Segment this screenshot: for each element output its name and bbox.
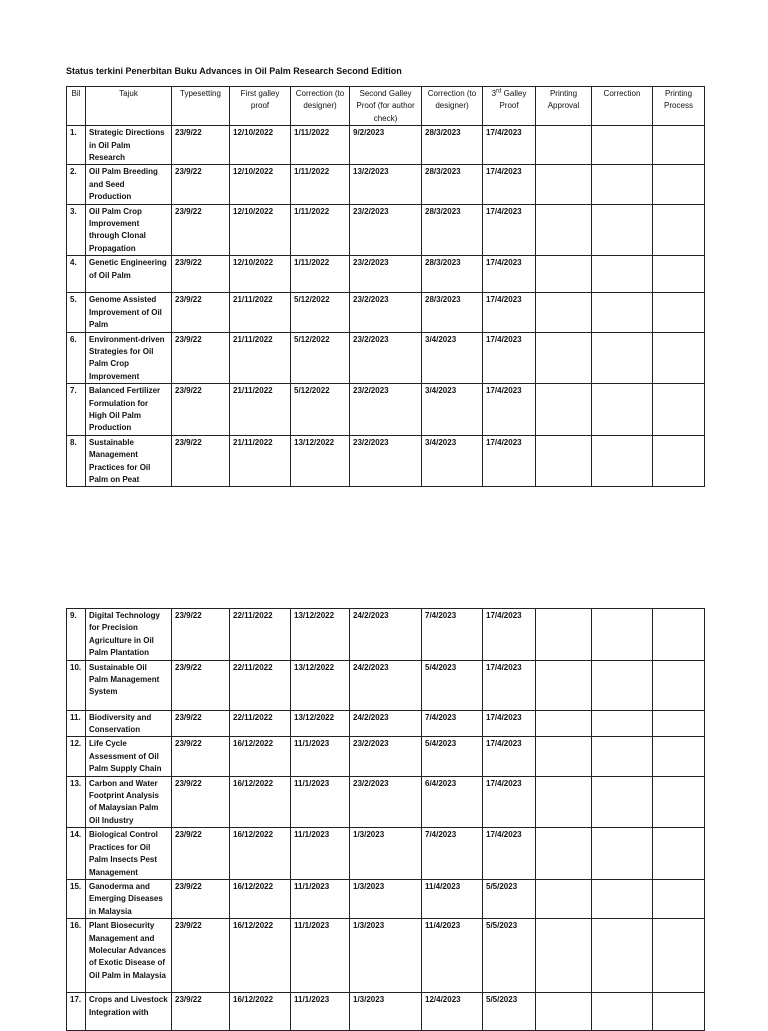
cell-printing-process bbox=[653, 204, 705, 256]
cell-typesetting: 23/9/22 bbox=[172, 204, 230, 256]
cell-correction-2: 7/4/2023 bbox=[422, 710, 483, 737]
cell-printing-process bbox=[653, 828, 705, 880]
table-row bbox=[67, 828, 705, 880]
cell-tajuk: Oil Palm Breeding and Seed Production bbox=[86, 165, 172, 204]
cell-bil: 12. bbox=[67, 737, 86, 776]
cell-second-galley: 23/2/2023 bbox=[350, 293, 422, 332]
cell-correction-1: 5/12/2022 bbox=[291, 384, 350, 436]
cell-first-galley: 22/11/2022 bbox=[230, 710, 291, 737]
cell-correction-3 bbox=[592, 609, 653, 661]
cell-second-galley: 24/2/2023 bbox=[350, 609, 422, 661]
cell-printing-process bbox=[653, 660, 705, 710]
cell-second-galley: 23/2/2023 bbox=[350, 256, 422, 293]
cell-correction-3 bbox=[592, 660, 653, 710]
cell-printing-approval bbox=[536, 993, 592, 1031]
cell-printing-process bbox=[653, 293, 705, 332]
cell-third-galley: 17/4/2023 bbox=[483, 293, 536, 332]
cell-bil: 14. bbox=[67, 828, 86, 880]
cell-correction-3 bbox=[592, 293, 653, 332]
cell-printing-approval bbox=[536, 737, 592, 776]
table-row bbox=[67, 609, 705, 661]
cell-correction-2: 7/4/2023 bbox=[422, 609, 483, 661]
cell-correction-2: 11/4/2023 bbox=[422, 919, 483, 993]
cell-first-galley: 16/12/2022 bbox=[230, 737, 291, 776]
cell-first-galley: 21/11/2022 bbox=[230, 435, 291, 487]
cell-correction-2: 12/4/2023 bbox=[422, 993, 483, 1031]
cell-second-galley: 23/2/2023 bbox=[350, 204, 422, 256]
table-row bbox=[67, 879, 705, 918]
cell-bil: 10. bbox=[67, 660, 86, 710]
cell-third-galley: 17/4/2023 bbox=[483, 204, 536, 256]
cell-first-galley: 16/12/2022 bbox=[230, 776, 291, 828]
cell-third-galley: 5/5/2023 bbox=[483, 879, 536, 918]
cell-correction-2: 11/4/2023 bbox=[422, 879, 483, 918]
cell-second-galley: 23/2/2023 bbox=[350, 384, 422, 436]
cell-printing-approval bbox=[536, 879, 592, 918]
cell-typesetting: 23/9/22 bbox=[172, 435, 230, 487]
cell-bil: 8. bbox=[67, 435, 86, 487]
cell-tajuk: Life Cycle Assessment of Oil Palm Supply Chain bbox=[86, 737, 172, 776]
cell-bil: 3. bbox=[67, 204, 86, 256]
cell-tajuk: Balanced Fertilizer Formulation for High Oil Palm Production bbox=[86, 384, 172, 436]
cell-printing-process bbox=[653, 165, 705, 204]
table-row bbox=[67, 332, 705, 384]
cell-third-galley: 17/4/2023 bbox=[483, 435, 536, 487]
cell-first-galley: 12/10/2022 bbox=[230, 126, 291, 165]
cell-tajuk: Biodiversity and Conservation bbox=[86, 710, 172, 737]
table-row bbox=[67, 256, 705, 293]
cell-correction-1: 5/12/2022 bbox=[291, 293, 350, 332]
cell-bil: 17. bbox=[67, 993, 86, 1031]
cell-bil: 7. bbox=[67, 384, 86, 436]
cell-correction-2: 28/3/2023 bbox=[422, 256, 483, 293]
cell-correction-3 bbox=[592, 256, 653, 293]
cell-bil: 4. bbox=[67, 256, 86, 293]
cell-bil: 9. bbox=[67, 609, 86, 661]
cell-typesetting: 23/9/22 bbox=[172, 384, 230, 436]
cell-printing-approval bbox=[536, 828, 592, 880]
cell-correction-1: 13/12/2022 bbox=[291, 609, 350, 661]
cell-third-galley: 17/4/2023 bbox=[483, 776, 536, 828]
cell-tajuk: Sustainable Oil Palm Management System bbox=[86, 660, 172, 710]
cell-first-galley: 22/11/2022 bbox=[230, 609, 291, 661]
cell-correction-2: 28/3/2023 bbox=[422, 165, 483, 204]
table-row bbox=[67, 165, 705, 204]
cell-tajuk: Genetic Engineering of Oil Palm bbox=[86, 256, 172, 293]
cell-typesetting: 23/9/22 bbox=[172, 660, 230, 710]
cell-tajuk: Biological Control Practices for Oil Palm Insects Pest Management bbox=[86, 828, 172, 880]
cell-tajuk: Genome Assisted Improvement of Oil Palm bbox=[86, 293, 172, 332]
cell-correction-1: 1/11/2022 bbox=[291, 256, 350, 293]
cell-printing-approval bbox=[536, 710, 592, 737]
header-first-galley: First galley proof bbox=[230, 87, 291, 126]
cell-printing-approval bbox=[536, 660, 592, 710]
cell-tajuk: Oil Palm Crop Improvement through Clonal Propagation bbox=[86, 204, 172, 256]
cell-correction-2: 7/4/2023 bbox=[422, 828, 483, 880]
cell-correction-2: 5/4/2023 bbox=[422, 660, 483, 710]
cell-third-galley: 17/4/2023 bbox=[483, 256, 536, 293]
cell-bil: 6. bbox=[67, 332, 86, 384]
cell-correction-3 bbox=[592, 828, 653, 880]
cell-bil: 13. bbox=[67, 776, 86, 828]
table-row bbox=[67, 435, 705, 487]
cell-third-galley: 17/4/2023 bbox=[483, 609, 536, 661]
table-row bbox=[67, 993, 705, 1031]
cell-printing-approval bbox=[536, 776, 592, 828]
cell-printing-approval bbox=[536, 919, 592, 993]
cell-printing-process bbox=[653, 776, 705, 828]
cell-second-galley: 23/2/2023 bbox=[350, 435, 422, 487]
table-row bbox=[67, 293, 705, 332]
table-row bbox=[67, 737, 705, 776]
cell-correction-1: 11/1/2023 bbox=[291, 879, 350, 918]
cell-printing-approval bbox=[536, 384, 592, 436]
cell-correction-3 bbox=[592, 776, 653, 828]
cell-correction-2: 3/4/2023 bbox=[422, 435, 483, 487]
cell-second-galley: 1/3/2023 bbox=[350, 993, 422, 1031]
table-body-part1 bbox=[67, 126, 705, 487]
cell-tajuk: Digital Technology for Precision Agriculture in Oil Palm Plantation bbox=[86, 609, 172, 661]
cell-first-galley: 16/12/2022 bbox=[230, 919, 291, 993]
cell-first-galley: 12/10/2022 bbox=[230, 165, 291, 204]
cell-typesetting: 23/9/22 bbox=[172, 776, 230, 828]
header-correction-2: Correction (to designer) bbox=[422, 87, 483, 126]
header-tajuk: Tajuk bbox=[86, 87, 172, 126]
document-title: Status terkini Penerbitan Buku Advances in Oil Palm Research Second Edition bbox=[66, 66, 402, 76]
cell-correction-2: 28/3/2023 bbox=[422, 126, 483, 165]
cell-printing-process bbox=[653, 993, 705, 1031]
table-header-row bbox=[67, 87, 705, 126]
cell-second-galley: 23/2/2023 bbox=[350, 737, 422, 776]
cell-correction-2: 3/4/2023 bbox=[422, 332, 483, 384]
cell-third-galley: 17/4/2023 bbox=[483, 660, 536, 710]
cell-typesetting: 23/9/22 bbox=[172, 710, 230, 737]
cell-printing-approval bbox=[536, 435, 592, 487]
cell-third-galley: 17/4/2023 bbox=[483, 384, 536, 436]
header-third-galley: 3rd Galley Proof bbox=[483, 87, 536, 126]
cell-first-galley: 12/10/2022 bbox=[230, 256, 291, 293]
cell-correction-2: 6/4/2023 bbox=[422, 776, 483, 828]
cell-tajuk: Carbon and Water Footprint Analysis of Malaysian Palm Oil Industry bbox=[86, 776, 172, 828]
header-bil: Bil bbox=[67, 87, 86, 126]
cell-correction-1: 11/1/2023 bbox=[291, 737, 350, 776]
cell-bil: 1. bbox=[67, 126, 86, 165]
cell-correction-3 bbox=[592, 332, 653, 384]
cell-correction-1: 11/1/2023 bbox=[291, 828, 350, 880]
cell-typesetting: 23/9/22 bbox=[172, 256, 230, 293]
cell-typesetting: 23/9/22 bbox=[172, 293, 230, 332]
cell-first-galley: 21/11/2022 bbox=[230, 384, 291, 436]
cell-bil: 2. bbox=[67, 165, 86, 204]
table-row bbox=[67, 204, 705, 256]
cell-second-galley: 1/3/2023 bbox=[350, 919, 422, 993]
cell-third-galley: 17/4/2023 bbox=[483, 737, 536, 776]
cell-first-galley: 22/11/2022 bbox=[230, 660, 291, 710]
cell-typesetting: 23/9/22 bbox=[172, 919, 230, 993]
table-body-part2 bbox=[67, 609, 705, 1031]
cell-correction-1: 5/12/2022 bbox=[291, 332, 350, 384]
cell-second-galley: 23/2/2023 bbox=[350, 776, 422, 828]
cell-second-galley: 24/2/2023 bbox=[350, 710, 422, 737]
cell-third-galley: 17/4/2023 bbox=[483, 828, 536, 880]
cell-correction-3 bbox=[592, 204, 653, 256]
cell-printing-process bbox=[653, 256, 705, 293]
cell-correction-3 bbox=[592, 435, 653, 487]
cell-tajuk: Sustainable Management Practices for Oil Palm on Peat bbox=[86, 435, 172, 487]
status-table-part1 bbox=[66, 86, 705, 487]
cell-first-galley: 16/12/2022 bbox=[230, 828, 291, 880]
table-row bbox=[67, 660, 705, 710]
cell-third-galley: 17/4/2023 bbox=[483, 165, 536, 204]
cell-first-galley: 12/10/2022 bbox=[230, 204, 291, 256]
cell-third-galley: 17/4/2023 bbox=[483, 332, 536, 384]
cell-typesetting: 23/9/22 bbox=[172, 993, 230, 1031]
cell-correction-3 bbox=[592, 384, 653, 436]
cell-printing-approval bbox=[536, 165, 592, 204]
cell-correction-3 bbox=[592, 737, 653, 776]
cell-correction-1: 11/1/2023 bbox=[291, 993, 350, 1031]
cell-bil: 11. bbox=[67, 710, 86, 737]
cell-printing-process bbox=[653, 919, 705, 993]
cell-printing-approval bbox=[536, 256, 592, 293]
cell-bil: 5. bbox=[67, 293, 86, 332]
table-row bbox=[67, 710, 705, 737]
cell-typesetting: 23/9/22 bbox=[172, 879, 230, 918]
cell-correction-3 bbox=[592, 993, 653, 1031]
table-row bbox=[67, 776, 705, 828]
cell-typesetting: 23/9/22 bbox=[172, 165, 230, 204]
cell-bil: 16. bbox=[67, 919, 86, 993]
cell-third-galley: 5/5/2023 bbox=[483, 993, 536, 1031]
cell-printing-approval bbox=[536, 609, 592, 661]
cell-first-galley: 16/12/2022 bbox=[230, 879, 291, 918]
cell-printing-approval bbox=[536, 204, 592, 256]
cell-printing-process bbox=[653, 737, 705, 776]
cell-correction-1: 11/1/2023 bbox=[291, 776, 350, 828]
cell-first-galley: 21/11/2022 bbox=[230, 293, 291, 332]
cell-tajuk: Strategic Directions in Oil Palm Research bbox=[86, 126, 172, 165]
cell-printing-process bbox=[653, 710, 705, 737]
status-table-part2 bbox=[66, 608, 705, 1031]
cell-printing-process bbox=[653, 879, 705, 918]
cell-printing-approval bbox=[536, 332, 592, 384]
cell-typesetting: 23/9/22 bbox=[172, 126, 230, 165]
cell-second-galley: 23/2/2023 bbox=[350, 332, 422, 384]
cell-typesetting: 23/9/22 bbox=[172, 609, 230, 661]
cell-correction-3 bbox=[592, 710, 653, 737]
header-correction-1: Correction (to designer) bbox=[291, 87, 350, 126]
cell-second-galley: 1/3/2023 bbox=[350, 828, 422, 880]
header-printing-process: Printing Process bbox=[653, 87, 705, 126]
cell-correction-1: 13/12/2022 bbox=[291, 435, 350, 487]
cell-first-galley: 21/11/2022 bbox=[230, 332, 291, 384]
cell-third-galley: 5/5/2023 bbox=[483, 919, 536, 993]
cell-printing-process bbox=[653, 609, 705, 661]
cell-correction-1: 11/1/2023 bbox=[291, 919, 350, 993]
cell-printing-approval bbox=[536, 126, 592, 165]
table-row bbox=[67, 384, 705, 436]
cell-correction-2: 5/4/2023 bbox=[422, 737, 483, 776]
cell-tajuk: Environment-driven Strategies for Oil Palm Crop Improvement bbox=[86, 332, 172, 384]
cell-third-galley: 17/4/2023 bbox=[483, 710, 536, 737]
cell-second-galley: 24/2/2023 bbox=[350, 660, 422, 710]
cell-correction-1: 1/11/2022 bbox=[291, 204, 350, 256]
table-row bbox=[67, 126, 705, 165]
cell-second-galley: 9/2/2023 bbox=[350, 126, 422, 165]
header-correction-3: Correction bbox=[592, 87, 653, 126]
cell-first-galley: 16/12/2022 bbox=[230, 993, 291, 1031]
cell-correction-3 bbox=[592, 126, 653, 165]
header-second-galley: Second Galley Proof (for author check) bbox=[350, 87, 422, 126]
cell-typesetting: 23/9/22 bbox=[172, 737, 230, 776]
header-typesetting: Typesetting bbox=[172, 87, 230, 126]
header-printing-approval: Printing Approval bbox=[536, 87, 592, 126]
table-row bbox=[67, 919, 705, 993]
cell-printing-process bbox=[653, 332, 705, 384]
cell-correction-3 bbox=[592, 919, 653, 993]
cell-correction-2: 28/3/2023 bbox=[422, 204, 483, 256]
cell-printing-approval bbox=[536, 293, 592, 332]
cell-typesetting: 23/9/22 bbox=[172, 828, 230, 880]
cell-correction-1: 1/11/2022 bbox=[291, 126, 350, 165]
cell-second-galley: 13/2/2023 bbox=[350, 165, 422, 204]
cell-third-galley: 17/4/2023 bbox=[483, 126, 536, 165]
cell-correction-1: 1/11/2022 bbox=[291, 165, 350, 204]
cell-correction-2: 28/3/2023 bbox=[422, 293, 483, 332]
cell-second-galley: 1/3/2023 bbox=[350, 879, 422, 918]
cell-correction-2: 3/4/2023 bbox=[422, 384, 483, 436]
cell-correction-3 bbox=[592, 879, 653, 918]
cell-tajuk: Plant Biosecurity Management and Molecular Advances of Exotic Disease of Oil Palm in Malaysia bbox=[86, 919, 172, 993]
cell-correction-1: 13/12/2022 bbox=[291, 710, 350, 737]
cell-correction-3 bbox=[592, 165, 653, 204]
cell-tajuk: Ganoderma and Emerging Diseases in Malaysia bbox=[86, 879, 172, 918]
cell-tajuk: Crops and Livestock Integration with bbox=[86, 993, 172, 1031]
cell-correction-1: 13/12/2022 bbox=[291, 660, 350, 710]
cell-printing-process bbox=[653, 435, 705, 487]
cell-printing-process bbox=[653, 126, 705, 165]
cell-typesetting: 23/9/22 bbox=[172, 332, 230, 384]
cell-bil: 15. bbox=[67, 879, 86, 918]
cell-printing-process bbox=[653, 384, 705, 436]
